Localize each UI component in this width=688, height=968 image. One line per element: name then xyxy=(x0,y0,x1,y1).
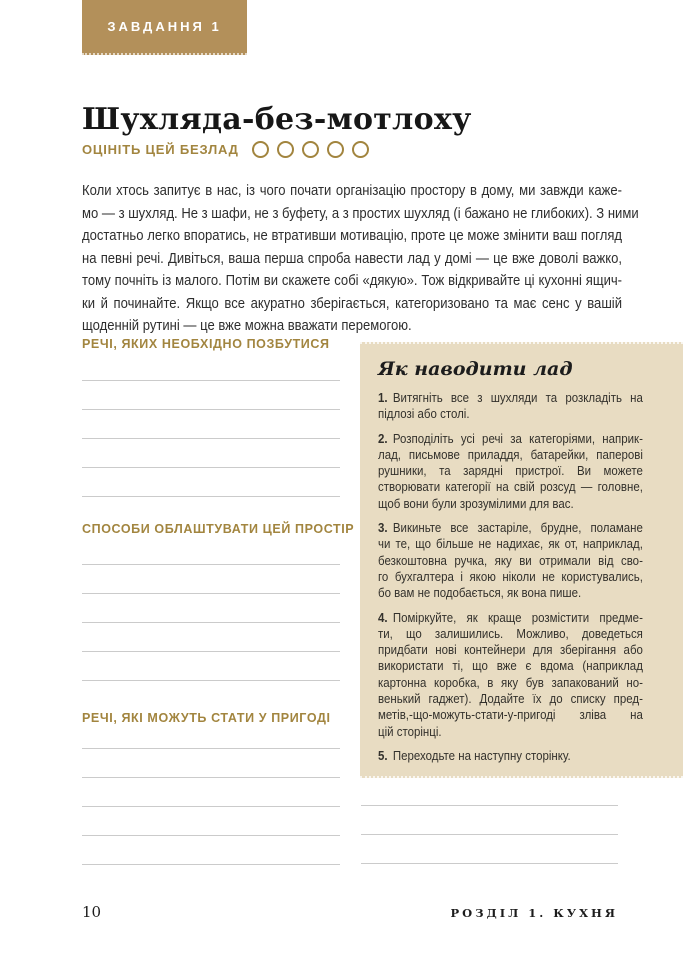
step-line xyxy=(378,390,643,406)
step-line xyxy=(378,520,643,536)
writing-line xyxy=(361,777,618,806)
step-text: Витягніть все з шухляди та розкладіть на xyxy=(392,390,643,405)
step-line: венький гаджет). Додайте їх до списку пред- xyxy=(378,691,643,707)
sidebar-step-1 xyxy=(378,390,643,423)
step-line: чи те, що більше не надихає, як от, наприклад, xyxy=(378,536,643,552)
rating-circle-icon xyxy=(252,141,269,158)
writing-line xyxy=(82,352,340,381)
intro-line: Коли хтось запитує в нас, із чого почати організацію простору в дому, ми завжди каже- xyxy=(82,182,623,199)
task-badge-label: ЗАВДАННЯ 1 xyxy=(107,19,222,34)
page-number: 10 xyxy=(82,903,102,921)
writing-line xyxy=(82,536,340,565)
writing-line xyxy=(82,836,340,865)
step-number: 2. xyxy=(378,430,388,446)
rating-circle-icon xyxy=(352,141,369,158)
writing-line xyxy=(82,807,340,836)
step-line: бо вам не подобається, як вона пише. xyxy=(378,585,582,601)
rating-circle-icon xyxy=(302,141,319,158)
writing-line xyxy=(361,806,618,835)
rating-label: ОЦІНІТЬ ЦЕЙ БЕЗЛАД xyxy=(82,142,239,157)
writing-line xyxy=(82,652,340,681)
step-line: ти, що залишились. Можливо, доведеться xyxy=(378,625,643,641)
rating-circle-icon xyxy=(277,141,294,158)
step-line: використати ті, що вже є вдома (наприклад xyxy=(378,658,643,674)
step-line: картонна коробка, в яку був запакований но- xyxy=(378,674,643,690)
step-number: 5. xyxy=(378,747,388,763)
page-title: Шухляда-без-мотлоху xyxy=(82,102,472,138)
step-line xyxy=(378,610,643,626)
step-number: 1. xyxy=(378,390,388,405)
writing-lines-right xyxy=(361,777,618,864)
writing-line xyxy=(82,381,340,410)
step-text: Викиньте все застаріле, брудне, поламане xyxy=(392,520,643,536)
writing-lines-useful xyxy=(82,720,340,865)
writing-line xyxy=(82,439,340,468)
writing-line xyxy=(82,594,340,623)
task-badge xyxy=(82,0,247,55)
step-line xyxy=(378,431,643,447)
step-line: лад, письмове приладдя, батарейки, паперові xyxy=(378,446,643,462)
intro-line: тому почніть із малого. Потім ви скажете собі «дякую». Тож відкривайте ці кухонні ящич- xyxy=(82,272,623,289)
sidebar-steps xyxy=(378,390,643,764)
step-text: Розподіліть усі речі за категоріями, наприк- xyxy=(392,430,643,446)
sidebar-step-4 xyxy=(378,610,643,740)
rating-circles xyxy=(252,141,369,158)
writing-line xyxy=(82,565,340,594)
step-line: щоб вони були зрозумілими для вас. xyxy=(378,495,574,511)
step-number: 3. xyxy=(378,520,388,536)
writing-line xyxy=(361,835,618,864)
section-heading-arrange: СПОСОБИ ОБЛАШТУВАТИ ЦЕЙ ПРОСТІР xyxy=(82,522,355,536)
step-number: 4. xyxy=(378,609,388,625)
sidebar-step-5 xyxy=(378,748,643,764)
sidebar-step-2 xyxy=(378,431,643,512)
writing-line xyxy=(82,623,340,652)
sidebar-title: Як наводити лад xyxy=(378,358,573,380)
writing-lines-arrange xyxy=(82,536,340,681)
chapter-label: РОЗДІЛ 1. КУХНЯ xyxy=(450,906,618,920)
step-line: рушники, та зарядні пристрої. Ви можете xyxy=(378,463,643,479)
intro-line: на певні речі. Дивіться, ваша перша спроба навести лад у домі — це вже доволі важко, xyxy=(82,249,623,267)
writing-line xyxy=(82,720,340,749)
step-text: Переходьте на наступну сторінку. xyxy=(392,747,571,763)
step-line: го бухгалтера і якою ніколи не користувались, xyxy=(378,568,643,584)
intro-paragraph xyxy=(82,180,639,338)
sidebar-step-3 xyxy=(378,520,643,601)
writing-line xyxy=(82,778,340,807)
step-line: створювати категорії на свій розсуд — головне, xyxy=(378,479,643,495)
intro-line: ки й починайте. Якщо все акуратно зберігається, категоризовано та має сенс у вашій xyxy=(82,294,623,312)
writing-line xyxy=(82,410,340,439)
intro-line: мо — з шухляд. Не з шафи, не з буфету, а з простих шухляд (і бажано не глибоких). З ними xyxy=(82,204,639,222)
step-line xyxy=(378,748,643,764)
writing-lines-discard xyxy=(82,352,340,497)
intro-line: щоденній рутині — це вже можна вважати перемогою. xyxy=(82,317,412,334)
intro-line: достатньо легко впоратись, не втративши мотивацію, проте це може змінити ваш погляд xyxy=(82,227,623,244)
rating-row xyxy=(82,141,369,158)
step-line: метів,-що-можуть-стати-у-пригоді зліва на xyxy=(378,707,643,723)
writing-line xyxy=(82,468,340,497)
step-line: придбати нові контейнери для зберігання або xyxy=(378,642,643,658)
step-line: цій сторінці. xyxy=(378,723,442,739)
section-heading-discard: РЕЧІ, ЯКИХ НЕОБХІДНО ПОЗБУТИСЯ xyxy=(82,337,330,351)
step-text: Поміркуйте, як краще розмістити предме- xyxy=(392,609,643,625)
step-line: безкоштовна ручка, яку ви отримали від сво- xyxy=(378,552,643,568)
rating-circle-icon xyxy=(327,141,344,158)
writing-line xyxy=(82,749,340,778)
step-line: підлозі або столі. xyxy=(378,406,470,422)
section-heading-useful: РЕЧІ, ЯКІ МОЖУТЬ СТАТИ У ПРИГОДІ xyxy=(82,711,331,725)
howto-sidebar xyxy=(360,342,683,778)
